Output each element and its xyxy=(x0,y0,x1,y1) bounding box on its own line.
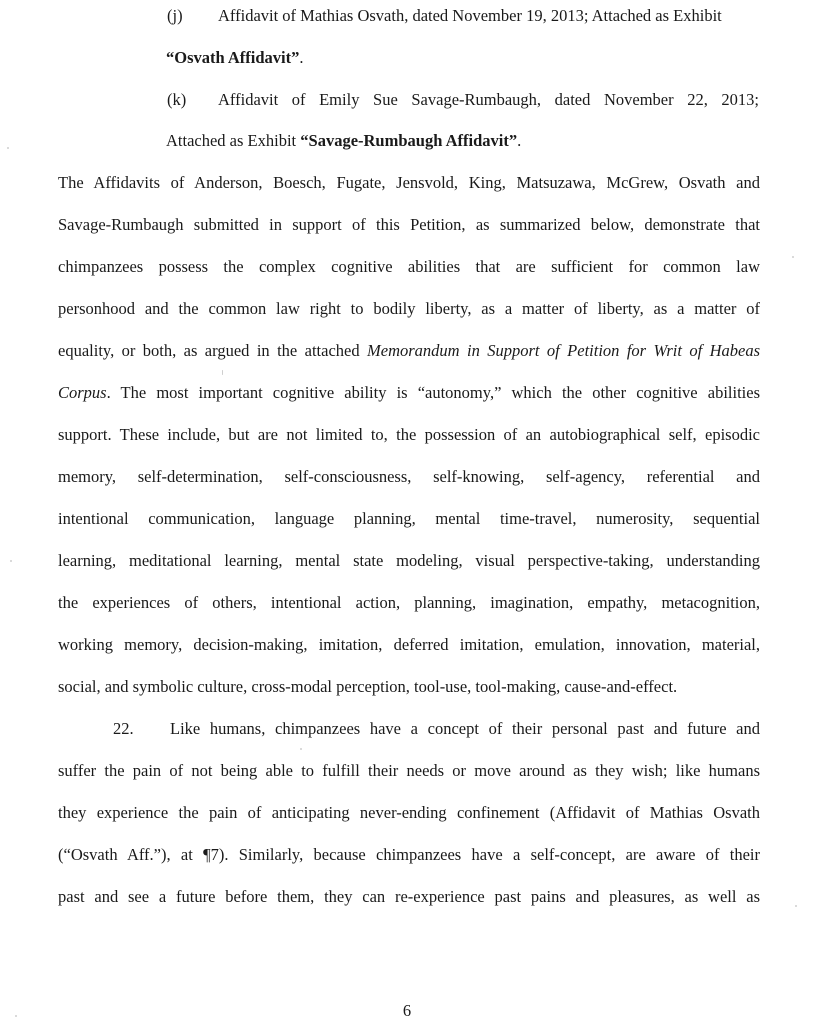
scan-speck xyxy=(792,256,794,258)
paragraph-last-line: social, and symbolic culture, cross-modal perception, tool-use, tool-making, cause-and-effect. xyxy=(58,677,678,696)
item-k-exhibit-line xyxy=(166,131,521,151)
scan-speck xyxy=(300,748,302,750)
scan-speck xyxy=(10,560,12,562)
item-k-line2-prefix: Attached as Exhibit xyxy=(166,131,301,150)
item-j-text: Affidavit of Mathias Osvath, dated November 19, 2013; Attached as Exhibit xyxy=(218,6,722,25)
item-j-trailing: . xyxy=(299,48,304,67)
item-k-exhibit-name: “Savage-Rumbaugh Affidavit” xyxy=(300,131,518,150)
item-k-trailing: . xyxy=(517,131,522,150)
paragraph-line: chimpanzees possess the complex cognitive abilities that are sufficient for common law xyxy=(58,257,760,276)
item-j-marker: (j) xyxy=(167,6,183,25)
paragraph-line: personhood and the common law right to bodily liberty, as a matter of liberty, as a matter of xyxy=(58,299,760,318)
paragraph-line: learning, meditational learning, mental state modeling, visual perspective-taking, understanding xyxy=(58,551,760,570)
item-k-text: Affidavit of Emily Sue Savage-Rumbaugh, dated November 22, 2013; xyxy=(218,90,759,109)
item-k-marker: (k) xyxy=(167,90,187,109)
paragraph-line-suffix: . The most important cognitive ability is “autonomy,” which the other cognitive abilities xyxy=(106,383,760,402)
memorandum-title-part2: Corpus xyxy=(58,383,107,402)
scan-speck xyxy=(15,1015,17,1017)
paragraph-line: Savage-Rumbaugh submitted in support of this Petition, as summarized below, demonstrate that xyxy=(58,215,760,234)
paragraph-line: working memory, decision-making, imitation, deferred imitation, emulation, innovation, material, xyxy=(58,635,760,654)
paragraph-line: suffer the pain of not being able to fulfill their needs or move around as they wish; like humans xyxy=(58,761,760,780)
paragraph-number: 22. xyxy=(113,719,134,738)
scan-speck xyxy=(7,147,9,149)
scan-speck xyxy=(222,370,223,375)
paragraph-line-with-citation xyxy=(58,383,760,403)
paragraph-line: memory, self-determination, self-consciousness, self-knowing, self-agency, referential and xyxy=(58,467,760,486)
paragraph-line: they experience the pain of anticipating never-ending confinement (Affidavit of Mathias Osvath xyxy=(58,803,760,822)
paragraph-line-with-citation xyxy=(58,341,760,361)
paragraph-line: The Affidavits of Anderson, Boesch, Fugate, Jensvold, King, Matsuzawa, McGrew, Osvath and xyxy=(58,173,760,192)
item-j-exhibit-line xyxy=(166,48,304,68)
paragraph-line: (“Osvath Aff.”), at ¶7). Similarly, because chimpanzees have a self-concept, are aware of their xyxy=(58,845,760,864)
paragraph-line: the experiences of others, intentional action, planning, imagination, empathy, metacognition, xyxy=(58,593,760,612)
item-j-exhibit-name: “Osvath Affidavit” xyxy=(166,48,300,67)
paragraph-line-prefix: equality, or both, as argued in the attached xyxy=(58,341,368,360)
scan-speck xyxy=(795,905,797,907)
paragraph-first-line: Like humans, chimpanzees have a concept of their personal past and future and xyxy=(170,719,760,738)
paragraph-line: intentional communication, language planning, mental time-travel, numerosity, sequential xyxy=(58,509,760,528)
paragraph-line: past and see a future before them, they can re-experience past pains and pleasures, as well as xyxy=(58,887,760,906)
memorandum-title-part1: Memorandum in Support of Petition for Writ of Habeas xyxy=(367,341,760,360)
page-number: 6 xyxy=(402,1001,412,1020)
paragraph-line: support. These include, but are not limited to, the possession of an autobiographical self, episodic xyxy=(58,425,760,444)
